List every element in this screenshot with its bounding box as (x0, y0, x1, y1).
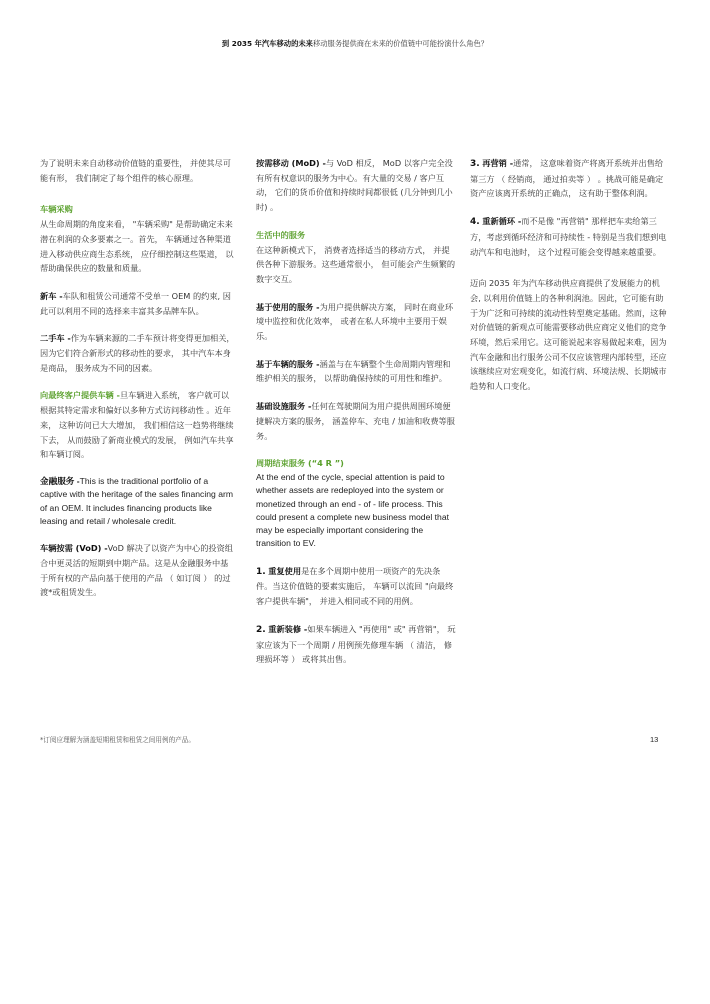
vod-paragraph (40, 541, 236, 600)
end-of-cycle-heading: 周期结束服务 (“4 R ”) (256, 458, 344, 469)
infrastructure-heading: 基础设施服务 - (256, 401, 312, 412)
page-header (0, 39, 710, 49)
vehicle-services-text: 涵盖与在车辆整个生命周期内管理和维护相关的服务， 以帮助确保持续的可用性和维护。 (256, 358, 451, 384)
page-number: 13 (650, 735, 659, 744)
reuse-paragraph (256, 564, 456, 609)
vehicle-sourcing-paragraph: 从生命周期的角度来看， "车辆采购" 是帮助确定未来潜在利润的众多要素之一。首先， 车辆通过各种渠道进入移动供应商生态系统， 应仔细控制这些渠道， 以帮助确保供应的数量和质量。 (40, 219, 234, 274)
column-right (470, 156, 670, 394)
usage-services-text: 为用户提供解决方案， 同时在商业环境中监控和优化效率， 或者在私人环境中主要用于娱乐。 (256, 301, 454, 342)
usage-services-paragraph (256, 300, 456, 344)
refurbish-paragraph (256, 622, 456, 667)
header-bold-title: 到 2035 年汽车移动的未来 (221, 39, 313, 48)
mod-heading: 按需移动 (MoD) - (256, 158, 326, 168)
new-car-text: 车队和租赁公司通常不受单一 OEM 的约束, 因此可以利用不同的选择来丰富其多品牌车队。 (40, 290, 231, 316)
finance-heading: 金融服务 - (40, 475, 80, 486)
intro-paragraph: 为了说明未来自动移动价值链的重要性， 并使其尽可能有形， 我们制定了每个组件的核心原理。 (40, 158, 231, 183)
recycle-number: 4. (470, 217, 480, 228)
refurbish-text: 如果车辆进入 "再使用" 或" 再营销"， 玩家应该为下一个周期 / 用例预先修理车辆 （ 清洁， 修理损坏等 ） 或将其出售。 (256, 623, 456, 665)
new-car-paragraph (40, 289, 236, 318)
remarketing-number: 3. (470, 159, 480, 169)
conclusion-paragraph: 迈向 2035 年为汽车移动供应商提供了发展能力的机会, 以利用价值链上的各种利润池。因此，它可能有助于为广泛和可持续的流动性转型奠定基础。然而，这种对价值链的新观点可能需要移动供应商定义他们的竞争环境，然后采用它。这可能说起来容易做起来难，因为汽车金融和出行服务公司不仅应该管理内部转型，还应该继续应对宏观变化，如流行病、环境法规、长期城市趋势和人口变化。 (470, 278, 667, 392)
end-customer-text: 旦车辆进入系统， 客户就可以根据其特定需求和偏好以多种方式访问移动性 。近年来， 这种访问已大大增加， 我们相信这一趋势将继续下去， 从而鼓励了新商业模式的发展， 例如汽车共享和车辆订阅。 (40, 390, 234, 460)
mod-paragraph (256, 156, 456, 215)
finance-paragraph (40, 475, 236, 528)
recycle-text: 而不是像 "再营销" 那样把车卖给第三方，考虑到循环经济和可持续性 - 特别是当我们想到电动汽车和电池时， 这个过程可能会变得越来越重要。 (470, 216, 667, 257)
used-car-text: 作为车辆来源的二手车预计将变得更加相关， 因为它们符合新形式的移动性的要求， 其中汽车本身是商品， 服务成为不同的因素。 (40, 333, 235, 373)
end-customer-heading: 向最终客户提供车辆 - (40, 390, 120, 401)
end-of-cycle-paragraph: At the end of the cycle, special attention is paid to whether assets are redeployed into the system or monetized through an end - of - life process. This could present a complete new business model that may be especially important considering the transition to EV. (256, 471, 449, 549)
reuse-text: 是在多个周期中使用一项资产的先决条件。当这价值链的要素实施后， 车辆可以流回 "向最终客户提供车辆"， 并进入相同或不同的用例。 (256, 565, 454, 607)
life-services-paragraph: 在这种新模式下， 消费者选择适当的移动方式， 并提供各种下游服务。这些通常很小， 但可能会产生频繁的数字交互。 (256, 244, 456, 284)
used-car-heading: 二手车 - (40, 333, 71, 344)
remarketing-text: 通常， 这意味着资产将离开系统并出售给第三方 （ 经销商， 通过拍卖等 ） 。挑战可能是确定资产应该离开系统的正确点， 这有助于整体利润。 (470, 158, 664, 199)
new-car-heading: 新车 - (40, 290, 63, 301)
vod-text: VoD 解决了以资产为中心的投资组合中更灵活的短期到中期产品。这是从金融服务中基于所有权的产品向基于使用的产品 （ 如订阅 ） 的过渡*或租赁发生。 (40, 543, 233, 598)
end-customer-paragraph (40, 388, 236, 462)
reuse-heading: 重复使用 (268, 565, 302, 576)
column-left (40, 156, 236, 600)
vehicle-sourcing-heading: 车辆采购 (40, 204, 73, 215)
remarketing-heading: 再营销 - (482, 158, 514, 168)
reuse-number: 1. (256, 566, 266, 577)
refurbish-number: 2. (256, 624, 266, 635)
footnote: *订阅应理解为涵盖短期租赁和租赁之间用例的产品。 (40, 736, 195, 744)
recycle-heading: 重新循环 - (482, 216, 522, 227)
vehicle-services-heading: 基于车辆的服务 - (256, 358, 320, 369)
remarketing-paragraph (470, 156, 670, 201)
finance-text: This is the traditional portfolio of a captive with the heritage of the sales financing arm of an OEM. It includes financing products like leasing and retail / wholesale credit. (40, 475, 233, 526)
mod-text: 与 VoD 相反， MoD 以客户完全没有所有权意识的服务为中心。有大量的交易 / 客户互动， 它们的货币价值和持续时间都很低 (几分钟到几小时) 。 (256, 158, 453, 213)
infrastructure-text: 任何在驾驶期间为用户提供周围环境便捷解决方案的服务， 涵盖停车、充电 / 加油和收费等服务。 (256, 401, 455, 441)
life-services-heading: 生活中的服务 (256, 229, 306, 240)
column-middle (256, 156, 456, 667)
vehicle-services-paragraph (256, 357, 456, 386)
vod-heading: 车辆按需 (VoD) - (40, 543, 108, 554)
refurbish-heading: 重新装修 - (268, 623, 308, 634)
usage-services-heading: 基于使用的服务 - (256, 301, 320, 312)
header-subtitle: 移动服务提供商在未来的价值链中可能扮演什么角色？ (312, 39, 489, 48)
used-car-paragraph (40, 331, 236, 375)
recycle-paragraph (470, 214, 670, 259)
infrastructure-paragraph (256, 399, 456, 443)
